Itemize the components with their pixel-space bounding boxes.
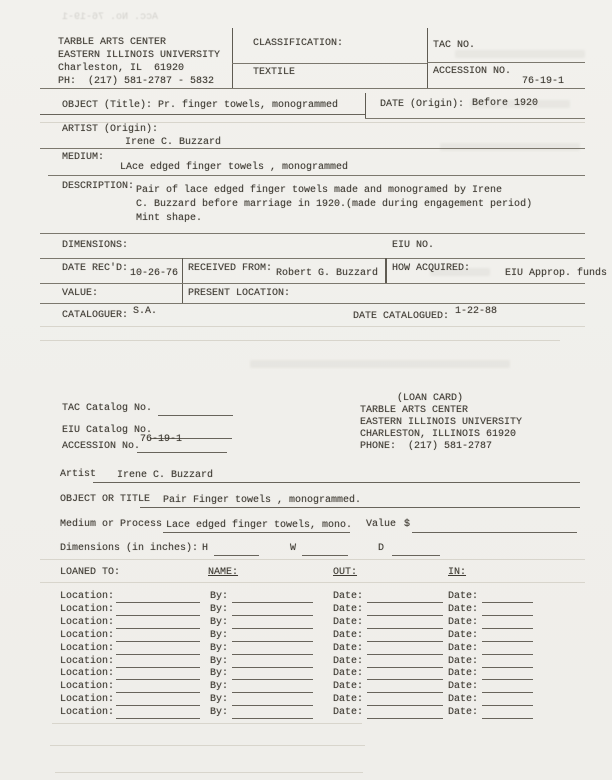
date-catalogued-label: DATE CATALOGUED:: [353, 311, 450, 322]
date-in-label: Date:: [448, 643, 479, 654]
header-bottom-rule: [40, 88, 585, 89]
loan-artist-label: Artist: [60, 469, 97, 480]
value-top-rule: [40, 283, 585, 284]
cataloguer-top-rule: [40, 303, 585, 304]
date-out-label: Date:: [333, 643, 364, 654]
out-header: OUT:: [333, 567, 358, 578]
card-ruling: [40, 326, 585, 327]
date-in-label: Date:: [448, 591, 479, 602]
dimension-d-label: D: [378, 543, 385, 554]
loan-object-value: Pair Finger towels , monogrammed.: [163, 495, 362, 506]
header-divider-right: [427, 28, 428, 88]
date-in-blank: [482, 628, 533, 629]
loan-dimensions-label: Dimensions (in inches):: [60, 543, 199, 554]
card-ruling: [40, 582, 585, 583]
loan-table-row: [0, 643, 612, 655]
date-origin-rule: [365, 118, 585, 119]
loan-medium-label: Medium or Process: [60, 519, 163, 530]
date-out-blank: [367, 602, 443, 603]
date-out-blank: [367, 628, 443, 629]
date-in-blank: [482, 705, 533, 706]
header-divider-left: [232, 28, 233, 88]
classification-label: CLASSIFICATION:: [253, 38, 344, 49]
by-label: By:: [210, 656, 229, 667]
card-ruling: [50, 745, 365, 746]
object-title-label: OBJECT (Title):: [62, 100, 153, 111]
value-label: VALUE:: [62, 288, 99, 299]
classification-value: TEXTILE: [253, 67, 296, 78]
by-blank: [232, 654, 313, 655]
dimension-h-blank: [214, 555, 259, 556]
location-blank: [116, 654, 200, 655]
by-label: By:: [210, 707, 229, 718]
dimension-d-blank: [392, 555, 440, 556]
loan-table-row: [0, 604, 612, 616]
loan-artist-blank: [93, 482, 580, 483]
location-label: Location:: [60, 643, 115, 654]
date-out-blank: [367, 654, 443, 655]
how-acquired-value: EIU Approp. funds: [505, 268, 608, 279]
object-date-divider: [365, 93, 366, 119]
loan-value-blank: [412, 532, 577, 533]
description-line1: Pair of lace edged finger towels made and monogramed by Irene: [136, 185, 503, 196]
how-acquired-label: HOW ACQUIRED:: [392, 263, 471, 274]
date-out-blank: [367, 641, 443, 642]
date-in-label: Date:: [448, 681, 479, 692]
date-out-blank: [367, 679, 443, 680]
location-label: Location:: [60, 591, 115, 602]
date-out-label: Date:: [333, 681, 364, 692]
artist-label: ARTIST (Origin):: [62, 124, 159, 135]
by-label: By:: [210, 681, 229, 692]
loan-table-row: [0, 617, 612, 629]
by-label: By:: [210, 604, 229, 615]
description-label: DESCRIPTION:: [62, 181, 135, 192]
date-in-label: Date:: [448, 707, 479, 718]
location-label: Location:: [60, 668, 115, 679]
location-label: Location:: [60, 604, 115, 615]
location-blank: [116, 602, 200, 603]
description-line2: C. Buzzard before marriage in 1920.(made during engagement period): [136, 199, 533, 210]
location-blank: [116, 641, 200, 642]
date-out-blank: [367, 705, 443, 706]
by-blank: [232, 615, 313, 616]
date-in-blank: [482, 692, 533, 693]
date-in-blank: [482, 615, 533, 616]
location-blank: [116, 705, 200, 706]
by-label: By:: [210, 591, 229, 602]
tac-no-label: TAC NO.: [433, 40, 476, 51]
loan-artist-value: Irene C. Buzzard: [117, 470, 214, 481]
received-from-label: RECEIVED FROM:: [188, 263, 273, 274]
description-line3: Mint shape.: [136, 213, 203, 224]
card-ruling: [55, 772, 363, 773]
location-label: Location:: [60, 694, 115, 705]
location-label: Location:: [60, 707, 115, 718]
tac-catalog-label: TAC Catalog No.: [62, 403, 153, 414]
location-label: Location:: [60, 681, 115, 692]
dollar-sign: $: [404, 519, 411, 530]
org-phone: PH: (217) 581-2787 - 5832: [58, 76, 215, 87]
card-ruling: [52, 723, 362, 724]
loan-table-row: [0, 694, 612, 706]
loan-accession-blank: [137, 452, 227, 453]
artist-rule: [40, 148, 585, 149]
dimension-w-label: W: [290, 543, 297, 554]
medium-rule: [48, 175, 585, 176]
object-title-value: Pr. finger towels, monogrammed: [158, 100, 339, 111]
date-in-blank: [482, 641, 533, 642]
date-out-blank: [367, 615, 443, 616]
loan-object-blank: [140, 507, 580, 508]
by-blank: [232, 718, 313, 719]
date-recd-value: 10-26-76: [130, 268, 179, 279]
card-ruling: [40, 559, 585, 560]
loan-org-name: TARBLE ARTS CENTER: [360, 405, 469, 416]
by-label: By:: [210, 694, 229, 705]
bleedthrough-smudge: [455, 50, 585, 58]
loan-table-rows: [0, 591, 612, 723]
date-catalogued-value: 1-22-88: [455, 306, 498, 317]
loan-table-row: [0, 630, 612, 642]
by-label: By:: [210, 617, 229, 628]
bleedthrough-smudge: [440, 143, 580, 151]
loan-table-row: [0, 656, 612, 668]
by-blank: [232, 628, 313, 629]
date-out-label: Date:: [333, 604, 364, 615]
location-blank: [116, 615, 200, 616]
location-label: Location:: [60, 617, 115, 628]
acquired-divider: [385, 258, 387, 283]
loan-table-row: [0, 681, 612, 693]
date-out-label: Date:: [333, 707, 364, 718]
loaned-to-header: LOANED TO:: [60, 567, 121, 578]
cataloguer-value: S.A.: [133, 306, 158, 317]
cataloguer-label: CATALOGUER:: [62, 310, 129, 321]
accession-no-value: 76-19-1: [522, 76, 565, 87]
loan-medium-blank: [163, 532, 350, 533]
dimensions-top-rule: [40, 233, 585, 234]
location-blank: [116, 692, 200, 693]
date-in-blank: [482, 718, 533, 719]
date-origin-label: DATE (Origin):: [380, 99, 465, 110]
tac-catalog-blank: [158, 415, 233, 416]
date-out-label: Date:: [333, 668, 364, 679]
date-out-label: Date:: [333, 656, 364, 667]
recd-divider: [182, 258, 183, 303]
date-in-blank: [482, 679, 533, 680]
date-in-blank: [482, 654, 533, 655]
date-out-label: Date:: [333, 630, 364, 641]
medium-label: MEDIUM:: [62, 152, 105, 163]
loan-table-row: [0, 707, 612, 719]
loan-table-row: [0, 668, 612, 680]
loan-org-phone: PHONE: (217) 581-2787: [360, 441, 493, 452]
by-blank: [232, 705, 313, 706]
date-out-label: Date:: [333, 591, 364, 602]
eiu-no-label: EIU NO.: [392, 240, 435, 251]
accession-no-label: ACCESSION NO.: [433, 66, 512, 77]
date-origin-value: Before 1920: [472, 98, 539, 109]
date-recd-label: DATE REC'D:: [62, 263, 129, 274]
date-in-label: Date:: [448, 630, 479, 641]
in-header: IN:: [448, 567, 467, 578]
by-blank: [232, 692, 313, 693]
date-in-label: Date:: [448, 617, 479, 628]
location-label: Location:: [60, 656, 115, 667]
bleedthrough-smudge: [250, 360, 510, 368]
by-blank: [232, 679, 313, 680]
org-name: TARBLE ARTS CENTER: [58, 37, 167, 48]
date-out-label: Date:: [333, 617, 364, 628]
location-blank: [116, 679, 200, 680]
present-location-label: PRESENT LOCATION:: [188, 288, 291, 299]
location-blank: [116, 628, 200, 629]
location-blank: [116, 718, 200, 719]
by-label: By:: [210, 643, 229, 654]
name-header: NAME:: [208, 567, 239, 578]
date-out-blank: [367, 718, 443, 719]
medium-value: LAce edged finger towels , monogrammed: [120, 162, 349, 173]
date-in-label: Date:: [448, 656, 479, 667]
loan-accession-label: ACCESSION No.: [62, 441, 141, 452]
dimension-w-blank: [302, 555, 348, 556]
bleedthrough-text: Acc. No. 76-19-1: [62, 12, 159, 23]
date-out-label: Date:: [333, 694, 364, 705]
card-ruling: [40, 340, 560, 341]
by-label: By:: [210, 630, 229, 641]
org-university: EASTERN ILLINOIS UNIVERSITY: [58, 50, 221, 61]
loan-object-label: OBJECT OR TITLE: [60, 494, 151, 505]
org-city: Charleston, IL 61920: [58, 63, 185, 74]
by-label: By:: [210, 668, 229, 679]
date-out-blank: [367, 692, 443, 693]
by-blank: [232, 641, 313, 642]
date-in-label: Date:: [448, 694, 479, 705]
eiu-catalog-label: EIU Catalog No.: [62, 425, 153, 436]
received-from-value: Robert G. Buzzard: [276, 268, 379, 279]
dimension-h-label: H: [202, 543, 209, 554]
date-in-label: Date:: [448, 668, 479, 679]
artist-value: Irene C. Buzzard: [125, 137, 222, 148]
tac-no-rule: [427, 62, 585, 63]
object-title-blank: [40, 114, 365, 115]
loan-org-university: EASTERN ILLINOIS UNIVERSITY: [360, 417, 523, 428]
loan-table-row: [0, 591, 612, 603]
loan-card-title: (LOAN CARD): [397, 393, 464, 404]
loan-medium-value: Lace edged finger towels, mono.: [166, 520, 353, 531]
loan-org-city: CHARLESTON, ILLINOIS 61920: [360, 429, 517, 440]
date-in-blank: [482, 602, 533, 603]
received-top-rule: [40, 258, 585, 259]
classification-rule: [232, 63, 427, 64]
loan-accession-value: 76-19-1: [140, 434, 183, 445]
card-ruling: [40, 122, 585, 123]
date-in-label: Date:: [448, 604, 479, 615]
dimensions-label: DIMENSIONS:: [62, 240, 129, 251]
loan-value-label: Value: [366, 519, 397, 530]
location-label: Location:: [60, 630, 115, 641]
by-blank: [232, 602, 313, 603]
